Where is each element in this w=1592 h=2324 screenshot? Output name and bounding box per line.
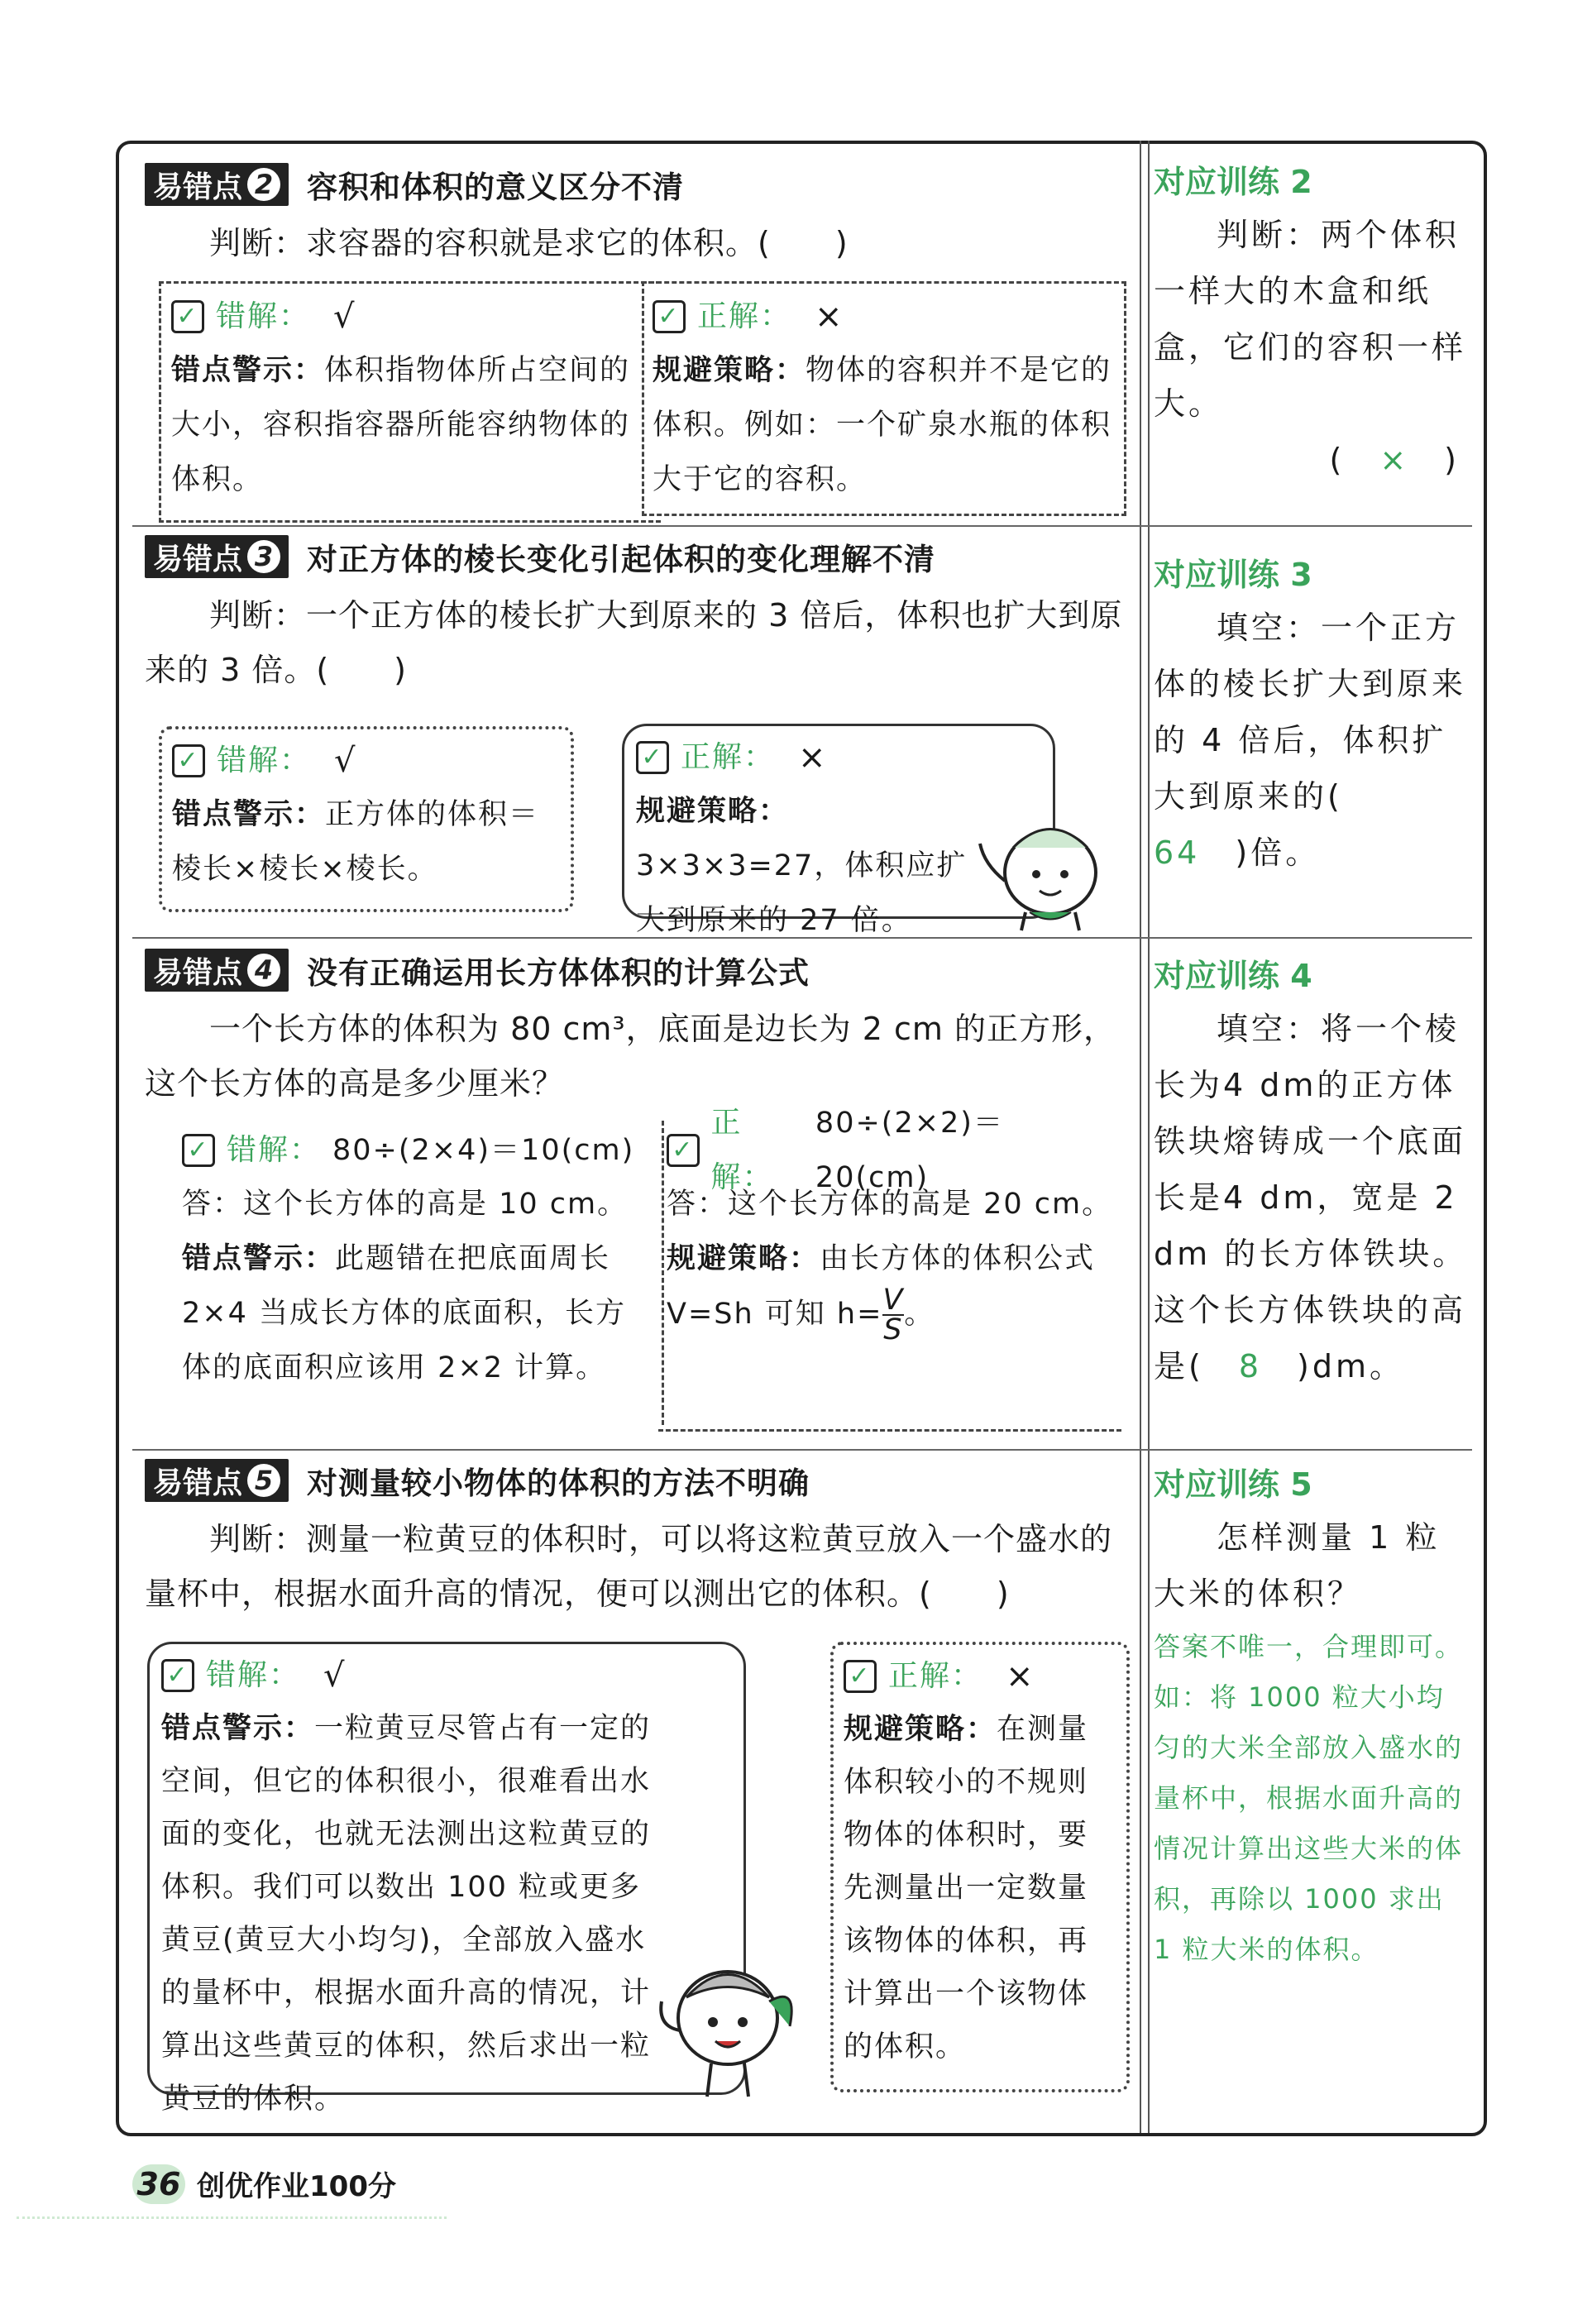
correct-solution-box xyxy=(658,1106,1121,1432)
wrong-label: 错解： xyxy=(206,1658,301,1692)
strategy-label: 规避策略： xyxy=(636,795,790,828)
error-point-tag: 易错点 3 xyxy=(145,535,289,578)
strategy-text: 规避策略：物体的容积并不是它的体积。例如：一个矿泉水瓶的体积大于它的容积。 xyxy=(653,354,1112,496)
warning-text: 错点警示：此题错在把底面周长 2×4 当成长方体的底面积，长方体的底面积应该用 2×2 计算。 xyxy=(182,1242,626,1384)
training-5 xyxy=(1154,1460,1468,1975)
section-heading: 对测量较小物体的体积的方法不明确 xyxy=(307,1466,810,1501)
strategy-label: 规避策略： xyxy=(653,354,806,387)
question-text: 一个长方体的体积为 80 cm³，底面是边长为 2 cm 的正方形，这个长方体的高是多少厘米？ xyxy=(145,1011,1116,1102)
section-title xyxy=(145,533,1137,580)
wrong-label: 错解： xyxy=(216,299,311,333)
training-text: 怎样测量 1 粒大米的体积？ xyxy=(1154,1519,1441,1612)
wrong-solution-box xyxy=(159,281,661,523)
error-point-2 xyxy=(145,161,1137,270)
training-3 xyxy=(1154,550,1468,881)
wrong-mark: √ xyxy=(334,742,357,780)
section-title xyxy=(145,1457,1137,1504)
strategy-text: 规避策略：3×3×3=27，体积应扩大到原来的 27 倍。 xyxy=(636,795,968,937)
wrong-mark: √ xyxy=(323,1657,347,1695)
strategy-text: 规避策略：由长方体的体积公式 V=Sh 可知 h= $\frac{V}{S}$ 。 xyxy=(667,1242,1096,1346)
training-text: 填空：将一个棱长为4 dm的正方体铁块熔铸成一个底面长是4 dm，宽是 2 dm 的长方体铁块。这个长方体铁块的高是( 8 )dm。 xyxy=(1154,1011,1468,1384)
warning-text: 错点警示：正方体的体积＝棱长×棱长×棱长。 xyxy=(172,798,540,886)
footer-line xyxy=(17,2216,447,2219)
error-point-tag: 易错点 5 xyxy=(145,1459,289,1502)
question-text: 判断：求容器的容积就是求它的体积。( ) xyxy=(209,225,849,261)
warning-text: 错点警示：一粒黄豆尽管占有一定的空间，但它的体积很小，很难看出水面的变化，也就无法测出这粒黄豆的体积。我们可以数出 100 粒或更多黄豆(黄豆大小均匀)，全部放入盛水的量杯中，根据水面升高的情况，计算出这些黄豆的体积，然后求出一粒黄豆的体积。 xyxy=(161,1712,652,2116)
check-icon: ✓ xyxy=(161,1659,194,1692)
section-heading: 对正方体的棱长变化引起体积的变化理解不清 xyxy=(307,542,936,577)
mascot-icon xyxy=(963,815,1137,939)
wrong-solution-box xyxy=(174,1121,664,1425)
training-title: 对应训练 4 xyxy=(1154,958,1312,994)
section-heading: 没有正确运用长方体体积的计算公式 xyxy=(307,955,810,991)
check-icon: ✓ xyxy=(636,741,669,774)
error-point-3 xyxy=(145,533,1137,697)
strategy-text: 规避策略：在测量体积较小的不规则物体的体积时，要先测量出一定数量该物体的体积，再计算出一个该物体的体积。 xyxy=(844,1713,1089,2063)
error-point-tag: 易错点 2 xyxy=(145,163,289,206)
warning-label: 错点警示： xyxy=(182,1242,336,1275)
training-4 xyxy=(1154,951,1468,1394)
section-heading: 容积和体积的意义区分不清 xyxy=(307,170,685,205)
training-answer: 64 xyxy=(1154,834,1201,871)
training-text: 判断：两个体积一样大的木盒和纸盒，它们的容积一样大。 xyxy=(1154,217,1467,422)
question-text: 判断：一个正方体的棱长扩大到原来的 3 倍后，体积也扩大到原来的 3 倍。( ) xyxy=(145,597,1123,688)
fraction: $\frac{V}{S}$ xyxy=(882,1284,905,1346)
training-2 xyxy=(1154,157,1468,488)
check-icon: ✓ xyxy=(653,300,686,333)
training-answer: 答案不唯一，合理即可。如：将 1000 粒大小均匀的大米全部放入盛水的量杯中，根据水面升高的情况计算出这些大米的体积，再除以 1000 求出 1 粒大米的体积。 xyxy=(1154,1631,1464,1965)
section-title xyxy=(145,947,1137,993)
training-title: 对应训练 3 xyxy=(1154,557,1312,593)
check-icon: ✓ xyxy=(171,300,204,333)
section-divider-3 xyxy=(132,1449,1472,1451)
mascot-icon xyxy=(645,1952,810,2109)
warning-text: 错点警示：体积指物体所占空间的大小，容积指容器所能容纳物体的体积。 xyxy=(171,354,631,496)
wrong-mark: √ xyxy=(333,298,356,336)
strategy-label: 规避策略： xyxy=(844,1713,997,1746)
right-answer: 答：这个长方体的高是 20 cm。 xyxy=(667,1188,1113,1221)
right-label: 正解： xyxy=(888,1659,983,1693)
correct-solution-box xyxy=(642,281,1126,516)
page-number: 36 xyxy=(132,2164,185,2204)
column-divider-inner xyxy=(1148,141,1150,2133)
training-text: 填空：一个正方体的棱长扩大到原来的 4 倍后，体积扩大到原来的( 64 )倍。 xyxy=(1154,610,1467,871)
check-icon: ✓ xyxy=(172,744,205,777)
section-divider-1 xyxy=(132,525,1472,527)
question-text: 判断：测量一粒黄豆的体积时，可以将这粒黄豆放入一个盛水的量杯中，根据水面升高的情况，便可以测出它的体积。( ) xyxy=(145,1521,1113,1612)
warning-label: 错点警示： xyxy=(171,354,325,387)
error-point-5 xyxy=(145,1457,1137,1621)
column-divider xyxy=(1140,141,1141,2133)
training-answer: 8 xyxy=(1238,1348,1263,1384)
right-mark: × xyxy=(1006,1657,1035,1695)
warning-label: 错点警示： xyxy=(172,798,326,831)
training-title: 对应训练 5 xyxy=(1154,1466,1312,1503)
correct-solution-box xyxy=(830,1642,1130,2092)
page-footer xyxy=(132,2164,396,2204)
wrong-calculation: 80÷(2×4)＝10(cm) xyxy=(332,1134,635,1167)
right-mark: × xyxy=(798,739,828,777)
right-mark: × xyxy=(815,298,844,336)
check-icon: ✓ xyxy=(844,1660,877,1693)
check-icon: ✓ xyxy=(667,1134,700,1167)
error-point-tag: 易错点 4 xyxy=(145,949,289,992)
book-title: 创优作业100分 xyxy=(197,2170,396,2203)
section-title xyxy=(145,161,1137,208)
right-calculation: 80÷(2×2)＝20(cm) xyxy=(815,1107,1004,1194)
wrong-answer: 答：这个长方体的高是 10 cm。 xyxy=(182,1188,629,1221)
right-label: 正解： xyxy=(710,1106,774,1194)
error-point-4 xyxy=(145,947,1137,1111)
wrong-solution-box xyxy=(159,726,574,912)
warning-label: 错点警示： xyxy=(161,1712,315,1745)
training-title: 对应训练 2 xyxy=(1154,164,1312,200)
right-label: 正解： xyxy=(697,299,792,333)
wrong-label: 错解： xyxy=(227,1133,322,1167)
wrong-label: 错解： xyxy=(217,744,312,777)
check-icon: ✓ xyxy=(182,1134,215,1167)
strategy-label: 规避策略： xyxy=(667,1242,820,1275)
right-label: 正解： xyxy=(681,740,776,774)
training-answer-slot: ( × ) xyxy=(1329,442,1460,478)
